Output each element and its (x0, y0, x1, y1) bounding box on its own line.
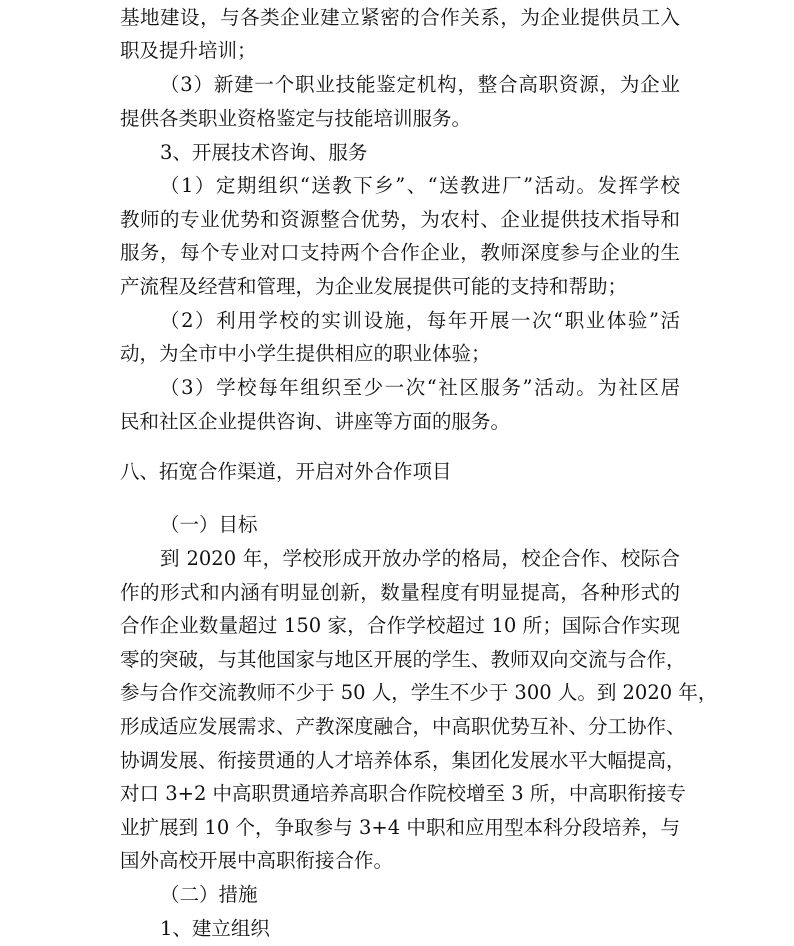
paragraph-line: 动，为全市中小学生提供相应的职业体验； (120, 342, 491, 365)
paragraph-line: 合作企业数量超过 150 家，合作学校超过 10 所；国际合作实现 (120, 614, 680, 637)
paragraph-line: 到 2020 年，学校形成开放办学的格局，校企合作、校际合 (160, 547, 680, 570)
paragraph-line: 提供各类职业资格鉴定与技能培训服务。 (120, 107, 472, 130)
paragraph-line: 对口 3+2 中高职贯通培养高职合作院校增至 3 所，中高职衔接专 (120, 782, 686, 805)
paragraph-line: 基地建设，与各类企业建立紧密的合作关系，为企业提供员工入 (120, 6, 680, 29)
paragraph-line: 作的形式和内涵有明显创新，数量程度有明显提高，各种形式的 (120, 581, 680, 604)
paragraph-line: 参与合作交流教师不少于 50 人，学生不少于 300 人。到 2020 年， (120, 681, 718, 704)
paragraph-line: 教师的专业优势和资源整合优势，为农村、企业提供技术指导和 (120, 208, 680, 231)
paragraph-line: 民和社区企业提供咨询、讲座等方面的服务。 (120, 410, 511, 433)
paragraph-line: （1）定期组织“送教下乡”、“送教进厂”活动。发挥学校 (160, 174, 680, 197)
paragraph-line: （2）利用学校的实训设施，每年开展一次“职业体验”活 (160, 309, 680, 332)
paragraph-line: 业扩展到 10 个，争取参与 3+4 中职和应用型本科分段培养，与 (120, 816, 680, 839)
chapter-heading: 八、拓宽合作渠道，开启对外合作项目 (120, 460, 452, 483)
section-heading: 3、开展技术咨询、服务 (160, 141, 368, 164)
subsection-heading: （二）措施 (160, 883, 258, 906)
paragraph-line: （3）学校每年组织至少一次“社区服务”活动。为社区居 (160, 376, 680, 399)
paragraph-line: 形成适应发展需求、产教深度融合，中高职优势互补、分工协作、 (120, 715, 686, 738)
item-heading: 1、建立组织 (160, 917, 270, 940)
paragraph-line: 零的突破，与其他国家与地区开展的学生、教师双向交流与合作， (120, 648, 686, 671)
paragraph-line: 服务，每个专业对口支持两个合作企业，教师深度参与企业的生 (120, 241, 680, 264)
paragraph-line: 国外高校开展中高职衔接合作。 (120, 849, 394, 872)
paragraph-line: （3）新建一个职业技能鉴定机构，整合高职资源，为企业 (160, 73, 680, 96)
paragraph-line: 职及提升培训； (120, 39, 257, 62)
subsection-heading: （一）目标 (160, 513, 258, 536)
paragraph-line: 协调发展、衔接贯通的人才培养体系，集团化发展水平大幅提高， (120, 749, 686, 772)
paragraph-line: 产流程及经营和管理，为企业发展提供可能的支持和帮助； (120, 275, 628, 298)
